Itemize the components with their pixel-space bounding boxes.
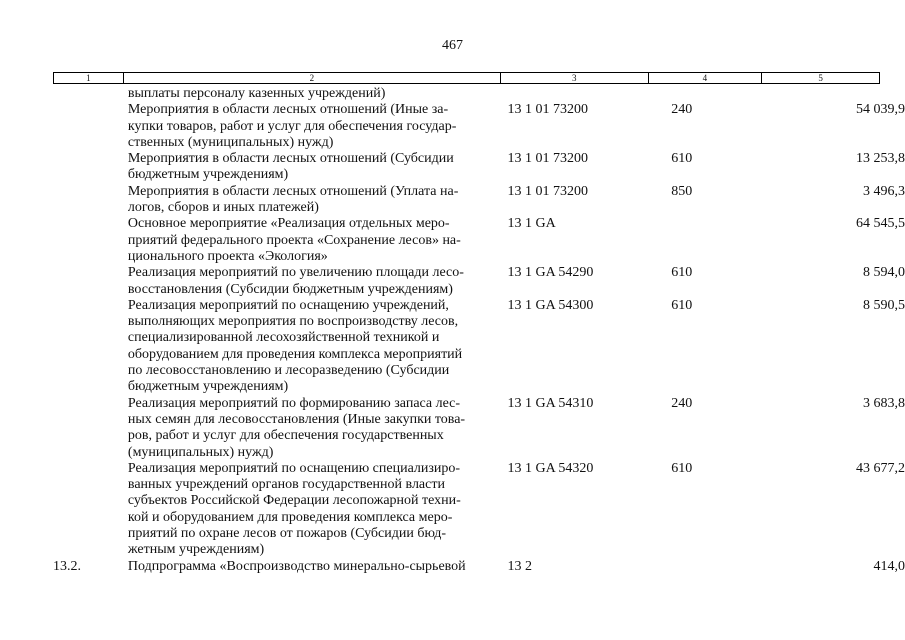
row-target-code: 13 1 GA	[507, 216, 556, 232]
table-row	[0, 396, 905, 461]
row-name-line: Реализация мероприятий по формированию запаса лес-	[127, 395, 461, 411]
row-number: 13.2.	[53, 558, 81, 574]
row-target-code: 13 1 GA 54290	[507, 265, 594, 281]
row-name-line: приятий по охране лесов от пожаров (Субсидии бюд-	[127, 526, 447, 542]
row-target-code: 13 1 GA 54320	[507, 460, 594, 476]
row-name-line: по лесовосстановлению и лесоразведению (Субсидии	[127, 363, 450, 379]
row-name-line: логов, сборов и иных платежей)	[127, 200, 319, 216]
row-number	[0, 265, 128, 298]
row-amount: 8 590,5	[862, 297, 905, 313]
header-col-1: 1	[54, 73, 124, 83]
row-name-line: оборудованием для проведения комплекса мероприятий	[127, 346, 463, 362]
row-name-line: ционального проекта «Экология»	[127, 248, 328, 264]
header-col-4: 4	[649, 73, 763, 83]
row-amount: 64 545,5	[855, 216, 905, 232]
row-number	[0, 216, 128, 265]
row-expense-type: 850	[671, 183, 693, 199]
header-col-2: 2	[124, 73, 501, 83]
row-name-line: восстановления (Субсидии бюджетным учреждениям)	[127, 281, 453, 297]
row-name-line: ванных учреждений органов государственной власти	[127, 477, 445, 493]
row-name	[128, 461, 494, 559]
row-name-line: ственных (муниципальных) нужд)	[127, 134, 334, 150]
table-row	[0, 184, 905, 217]
row-amount	[741, 86, 905, 102]
row-name-line: кой и оборудованием для проведения комплекса меро-	[127, 509, 453, 525]
row-amount: 414,0	[873, 558, 905, 574]
table-body	[0, 86, 905, 575]
row-name-line: выплаты персоналу казенных учреждений)	[127, 86, 386, 101]
row-name-line: жетным учреждениям)	[127, 542, 265, 558]
row-name-line: Реализация мероприятий по оснащению специализиро-	[127, 460, 461, 476]
row-name	[128, 86, 494, 102]
table-row	[0, 265, 905, 298]
row-target-code: 13 1 01 73200	[507, 151, 588, 167]
row-name-line: ных семян для лесовосстановления (Иные закупки това-	[127, 411, 466, 427]
table-row	[0, 559, 905, 575]
row-name	[128, 298, 494, 396]
table-row	[0, 298, 905, 396]
row-name-line: ров, работ и услуг для обеспечения государственных	[127, 428, 444, 444]
table-header	[53, 72, 880, 84]
row-name-line: Реализация мероприятий по оснащению учреждений,	[127, 297, 449, 313]
header-col-3: 3	[501, 73, 649, 83]
row-number	[0, 461, 128, 559]
row-amount: 54 039,9	[855, 102, 905, 118]
row-name-line: Основное мероприятие «Реализация отдельных меро-	[127, 216, 450, 232]
row-name-line: Мероприятия в области лесных отношений (Уплата на-	[127, 183, 459, 199]
table-row	[0, 86, 905, 102]
row-name	[128, 396, 494, 461]
row-amount: 3 683,8	[862, 395, 905, 411]
row-name-line: субъектов Российской Федерации лесопожарной техни-	[127, 493, 461, 509]
row-name	[128, 216, 494, 265]
row-amount: 8 594,0	[862, 265, 905, 281]
row-name-line: специализированной лесохозяйственной техникой и	[127, 330, 440, 346]
row-target-code: 13 1 01 73200	[507, 102, 588, 118]
row-name	[128, 184, 494, 217]
row-name-line: приятий федерального проекта «Сохранение лесов» на-	[127, 232, 461, 248]
row-expense-type: 610	[671, 265, 693, 281]
row-amount: 3 496,3	[862, 183, 905, 199]
row-target-code: 13 1 GA 54300	[507, 297, 594, 313]
row-name-line: бюджетным учреждениям)	[127, 379, 289, 395]
row-name-line: Мероприятия в области лесных отношений (Субсидии	[127, 151, 454, 167]
row-amount: 43 677,2	[855, 460, 905, 476]
row-expense-type	[641, 559, 741, 575]
row-name	[128, 151, 494, 184]
row-number	[0, 86, 128, 102]
row-target-code: 13 1 01 73200	[507, 183, 588, 199]
header-col-5: 5	[818, 73, 823, 83]
row-name-line: Реализация мероприятий по увеличению площади лесо-	[127, 265, 464, 281]
row-name-line: бюджетным учреждениям)	[127, 167, 289, 183]
row-expense-type	[641, 216, 741, 265]
row-number	[0, 298, 128, 396]
row-expense-type: 240	[671, 102, 693, 118]
row-expense-type: 610	[671, 151, 693, 167]
page-number: 467	[442, 38, 463, 53]
row-name-line: Мероприятия в области лесных отношений (Иные за-	[127, 102, 449, 118]
row-name-line: Подпрограмма «Воспроизводство минерально-сырьевой	[127, 558, 466, 574]
row-expense-type: 610	[671, 297, 693, 313]
row-amount: 13 253,8	[855, 151, 905, 167]
row-number	[0, 396, 128, 461]
row-target-code: 13 2	[507, 558, 532, 574]
table-row	[0, 151, 905, 184]
row-number	[0, 102, 128, 151]
row-name-line: (муниципальных) нужд)	[127, 444, 274, 460]
table-row	[0, 461, 905, 559]
row-target-code	[493, 86, 641, 102]
table-row	[0, 216, 905, 265]
table-row	[0, 102, 905, 151]
row-expense-type: 240	[671, 395, 693, 411]
row-name	[128, 265, 494, 298]
row-target-code: 13 1 GA 54310	[507, 395, 594, 411]
row-number	[0, 151, 128, 184]
row-expense-type	[641, 86, 741, 102]
row-name-line: выполняющих мероприятия по воспроизводству лесов,	[127, 314, 459, 330]
row-name	[128, 102, 494, 151]
row-name-line: купки товаров, работ и услуг для обеспечения государ-	[127, 118, 457, 134]
row-expense-type: 610	[671, 460, 693, 476]
row-name	[128, 559, 494, 575]
row-number	[0, 184, 128, 217]
